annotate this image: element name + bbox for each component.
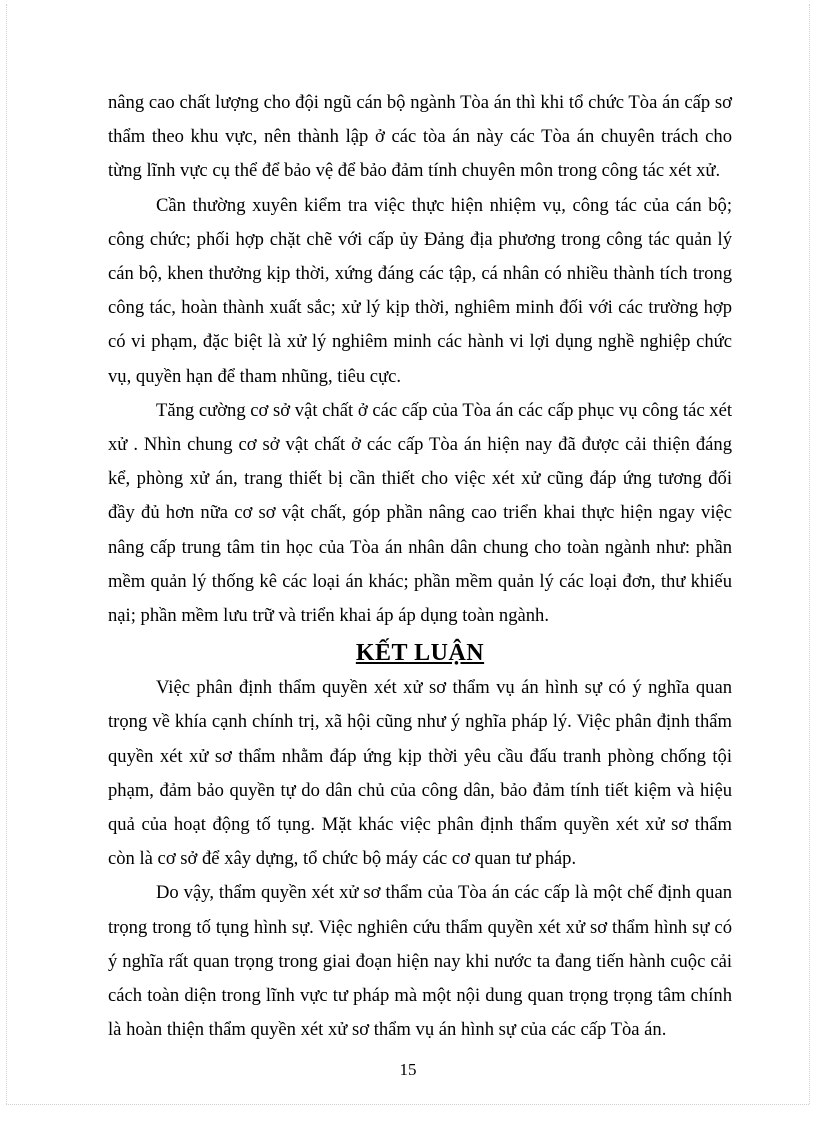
page-border-left bbox=[6, 4, 7, 1104]
page-border-right bbox=[809, 4, 810, 1104]
page-body bbox=[108, 86, 732, 1047]
paragraph: Việc phân định thẩm quyền xét xử sơ thẩm vụ án hình sự có ý nghĩa quan trọng về khía cạnh chính trị, xã hội cũng như ý nghĩa pháp lý. Việc phân định thẩm quyền xét xử sơ thẩm nhằm đáp ứng kịp thời yêu cầu đấu tranh phòng chống tội phạm, đảm bảo quyền tự do dân chủ của công dân, bảo đảm tính tiết kiệm và hiệu quả của hoạt động tố tụng. Mặt khác việc phân định thẩm quyền xét xử sơ thẩm còn là cơ sở để xây dựng, tổ chức bộ máy các cơ quan tư pháp. bbox=[108, 677, 732, 870]
page-border-bottom bbox=[6, 1104, 809, 1105]
paragraph: Tăng cường cơ sở vật chất ở các cấp của Tòa án các cấp phục vụ công tác xét xử . Nhìn chung cơ sở vật chất ở các cấp Tòa án hiện nay đã được cải thiện đáng kể, phòng xử án, trang thiết bị cần thiết cho việc xét xử cũng đáp ứng tương đối đầy đủ hơn nữa cơ sơ vật chất, góp phần nâng cao triển khai thực hiện ngay việc nâng cấp trung tâm tin học của Tòa án nhân dân chung cho toàn ngành như: phần mềm quản lý thống kê các loại án khác; phần mềm quản lý các loại đơn, thư khiếu nại; phần mềm lưu trữ và triển khai áp áp dụng toàn ngành. bbox=[108, 399, 732, 627]
page-number: 15 bbox=[399, 1060, 417, 1079]
paragraph: nâng cao chất lượng cho đội ngũ cán bộ ngành Tòa án thì khi tổ chức Tòa án cấp sơ thẩm theo khu vực, nên thành lập ở các tòa án này các Tòa án chuyên trách cho từng lĩnh vực cụ thể để bảo vệ để bảo đảm tính chuyên môn trong công tác xét xử. bbox=[108, 92, 732, 182]
paragraph: Do vậy, thẩm quyền xét xử sơ thẩm của Tòa án các cấp là một chế định quan trọng trong tố tụng hình sự. Việc nghiên cứu thẩm quyền xét xử sơ thẩm hình sự có ý nghĩa rất quan trọng trong giai đoạn hiện nay khi nước ta đang tiến hành cuộc cải cách toàn diện trong lĩnh vực tư pháp mà một nội dung quan trọng trọng tâm chính là hoàn thiện thẩm quyền xét xử sơ thẩm vụ án hình sự của các cấp Tòa án. bbox=[108, 882, 732, 1041]
paragraph: Cần thường xuyên kiểm tra việc thực hiện nhiệm vụ, công tác của cán bộ; công chức; phối hợp chặt chẽ với cấp ủy Đảng địa phương trong công tác quản lý cán bộ, khen thưởng kịp thời, xứng đáng các tập, cá nhân có nhiều thành tích trong công tác, hoàn thành xuất sắc; xử lý kịp thời, nghiêm minh đối với các trường hợp có vi phạm, đặc biệt là xử lý nghiêm minh các hành vi lợi dụng nghề nghiệp chức vụ, quyền hạn để tham nhũng, tiêu cực. bbox=[108, 194, 732, 387]
section-heading: KẾT LUẬN bbox=[355, 640, 485, 667]
